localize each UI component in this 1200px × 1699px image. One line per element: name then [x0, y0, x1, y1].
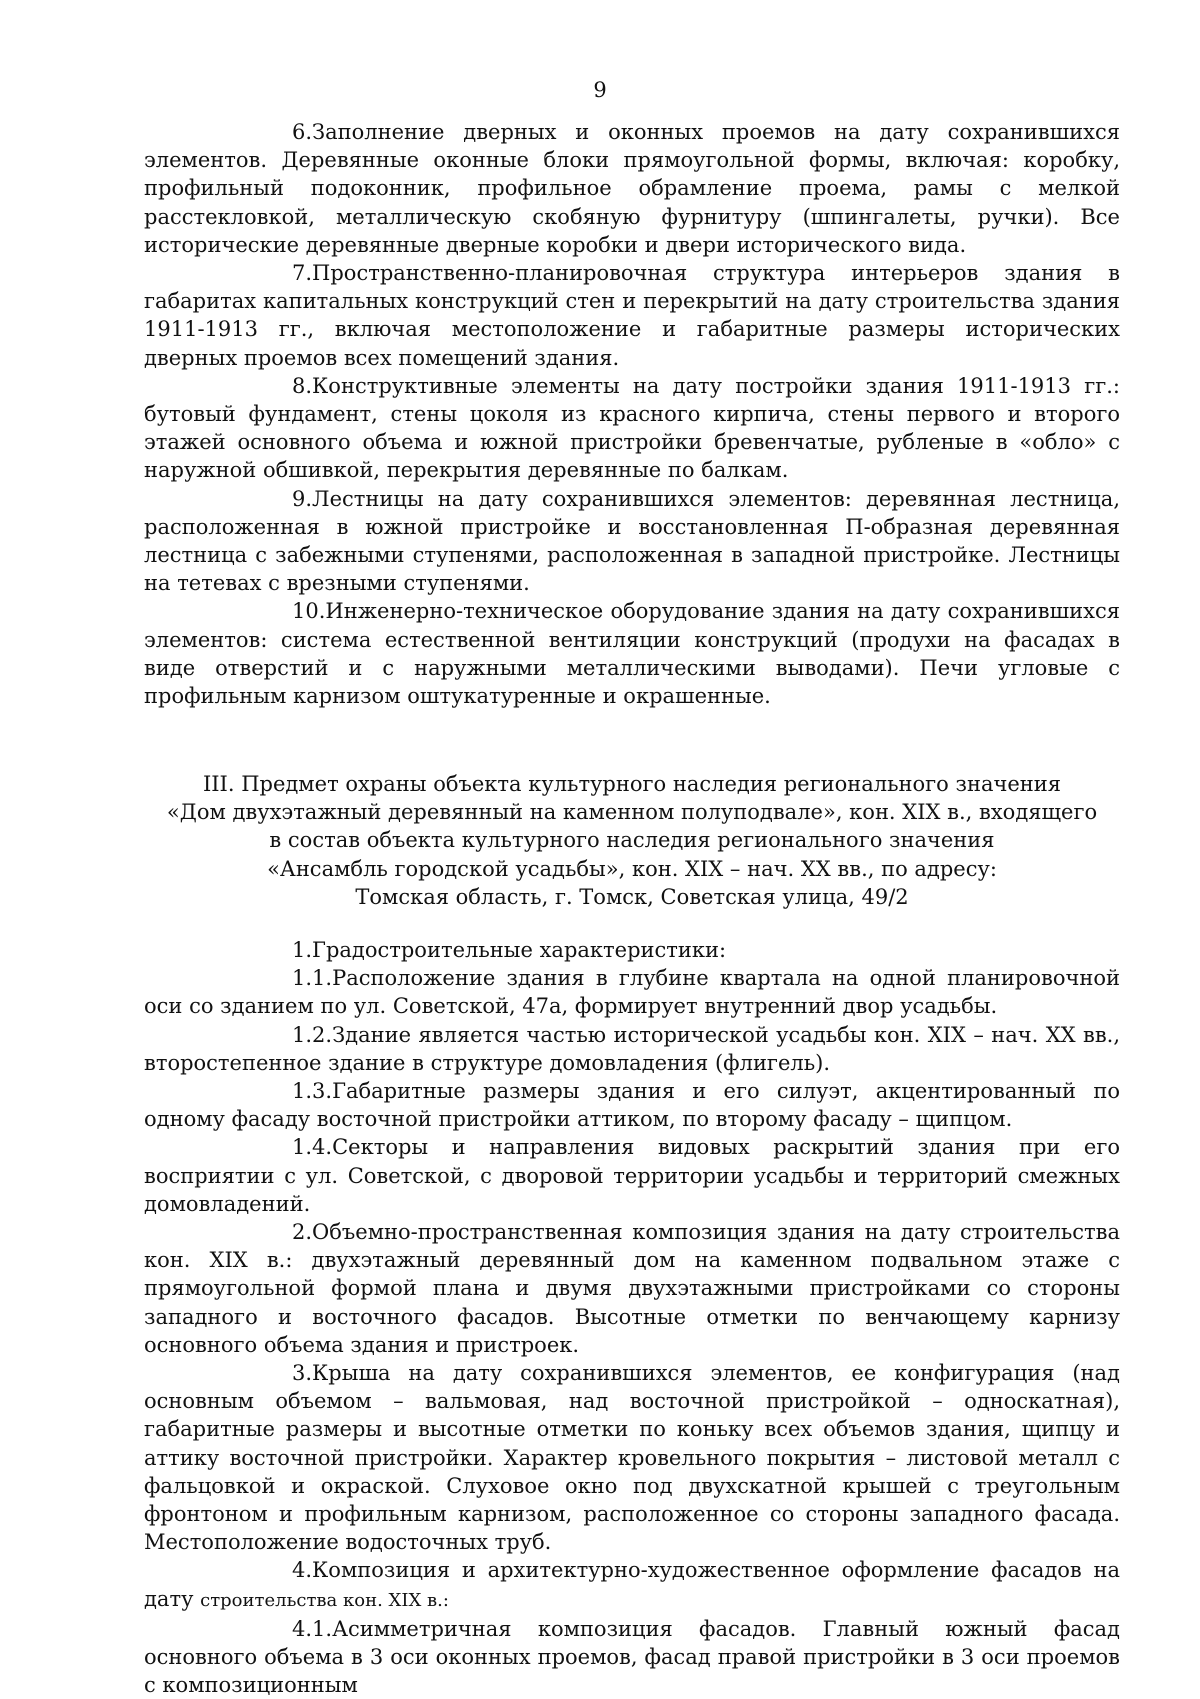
- item-text: Заполнение дверных и оконных проемов на дату сохранившихся элементов. Деревянные оконные блоки прямоугольной формы, включая: коробку, профильный подоконник, профильное обрамление проема, рамы с мелкой расстекловкой, металлическую скобяную фурнитуру (шпингалеты, ручки). Все исторические деревянные дверные коробки и двери исторического вида.: [144, 120, 1120, 257]
- item-text: Расположение здания в глубине квартала на одной планировочной оси со зданием по ул. Советской, 47а, формирует внутренний двор усадьбы.: [144, 966, 1120, 1019]
- item-number: 1.2.: [292, 1022, 333, 1047]
- item-number: 9.: [292, 486, 313, 511]
- section-items-6-10: [144, 118, 1120, 710]
- item-text: Крыша на дату сохранившихся элементов, ее конфигурация (над основным объемом – вальмовая, над восточной пристройкой – односкатная), габаритные размеры и высотные отметки по коньку всех объемов здания, щипцу и аттику восточной пристройки. Характер кровельного покрытия – листовой металл с фальцовкой и окраской. Слуховое окно под двухскатной крышей с треугольным фронтоном и профильным карнизом, расположенное со стороны западного фасада. Местоположение водосточных труб.: [144, 1361, 1120, 1555]
- list-item: [144, 1077, 1120, 1133]
- item-text: Пространственно-планировочная структура интерьеров здания в габаритах капитальных конструкций стен и перекрытий на дату строительства здания 1911-1913 гг., включая местоположение и габаритные размеры исторических дверных проемов всех помещений здания.: [144, 261, 1120, 370]
- heading-line: в состав объекта культурного наследия регионального значения: [269, 828, 995, 853]
- item-text-small: строительства кон. XIX в.:: [200, 1589, 449, 1611]
- list-item: [144, 1556, 1120, 1614]
- item-number: 1.3.: [292, 1079, 333, 1104]
- item-number: 10.: [292, 599, 326, 624]
- list-item: [144, 597, 1120, 710]
- section-III-items: [144, 936, 1120, 1699]
- list-item: [144, 936, 1120, 964]
- item-number: 3.: [292, 1361, 313, 1386]
- item-text: Конструктивные элементы на дату постройки здания 1911-1913 гг.: бутовый фундамент, стены цоколя из красного кирпича, стены первого и второго этажей основного объема и южной пристройки бревенчатые, рубленые в «обло» с наружной обшивкой, перекрытия деревянные по балкам.: [144, 373, 1120, 483]
- list-item: [144, 1133, 1120, 1218]
- section-heading: [144, 770, 1120, 911]
- item-number: 2.: [292, 1220, 313, 1245]
- list-item: [144, 1615, 1120, 1699]
- list-item: [144, 118, 1120, 259]
- list-item: [144, 372, 1120, 485]
- item-text: Инженерно-техническое оборудование здания на дату сохранившихся элементов: система естественной вентиляции конструкций (продухи на фасадах в виде отверстий и с наружными металлическими выводами). Печи угловые с профильным карнизом оштукатуренные и окрашенные.: [144, 599, 1120, 709]
- list-item: [144, 485, 1120, 598]
- list-item: [144, 964, 1120, 1020]
- item-text: Габаритные размеры здания и его силуэт, акцентированный по одному фасаду восточной пристройки аттиком, по второму фасаду – щипцом.: [144, 1079, 1120, 1132]
- item-text: Градостроительные характеристики:: [312, 938, 727, 962]
- heading-line: III. Предмет охраны объекта культурного наследия регионального значения: [202, 772, 1062, 796]
- item-text: Композиция и архитектурно-художественное оформление фасадов на дату: [144, 1558, 1120, 1611]
- item-number: 6.: [292, 120, 313, 144]
- list-item: [144, 1218, 1120, 1359]
- item-number: 1.: [292, 938, 313, 962]
- item-number: 4.: [292, 1558, 313, 1583]
- item-number: 1.4.: [292, 1135, 333, 1160]
- item-text: Здание является частью исторической усадьбы кон. XIX – нач. XX вв., второстепенное здание в структуре домовладения (флигель).: [144, 1022, 1120, 1075]
- item-number: 1.1.: [292, 966, 333, 991]
- item-text: Асимметричная композиция фасадов. Главный южный фасад основного объема в 3 оси оконных проемов, фасад правой пристройки в 3 оси проемов с композиционным: [144, 1616, 1120, 1698]
- item-number: 8.: [292, 373, 313, 398]
- item-text: Объемно-пространственная композиция здания на дату строительства кон. XIX в.: двухэтажный деревянный дом на каменном подвальном этаже с прямоугольной формой плана и двумя двухэтажными пристройками со стороны западного и восточного фасадов. Высотные отметки по венчающему карнизу основного объема здания и пристроек.: [144, 1220, 1120, 1357]
- heading-line: Томская область, г. Томск, Советская улица, 49/2: [355, 884, 909, 909]
- item-text: Лестницы на дату сохранившихся элементов: деревянная лестница, расположенная в южной пристройке и восстановленная П-образная деревянная лестница с забежными ступенями, расположенная в западной пристройке. Лестницы на тетевах с врезными ступенями.: [144, 486, 1120, 596]
- item-number: 4.1.: [292, 1616, 333, 1641]
- heading-line: «Дом двухэтажный деревянный на каменном полуподвале», кон. XIX в., входящего: [166, 800, 1098, 825]
- list-item: [144, 1359, 1120, 1556]
- item-number: 7.: [292, 261, 313, 286]
- item-text: Секторы и направления видовых раскрытий здания при его восприятии с ул. Советской, с дворовой территории усадьбы и территорий смежных домовладений.: [144, 1135, 1120, 1216]
- page-number: 9: [593, 78, 607, 102]
- heading-line: «Ансамбль городской усадьбы», кон. XIX – нач. XX вв., по адресу:: [267, 856, 997, 881]
- list-item: [144, 259, 1120, 372]
- list-item: [144, 1021, 1120, 1077]
